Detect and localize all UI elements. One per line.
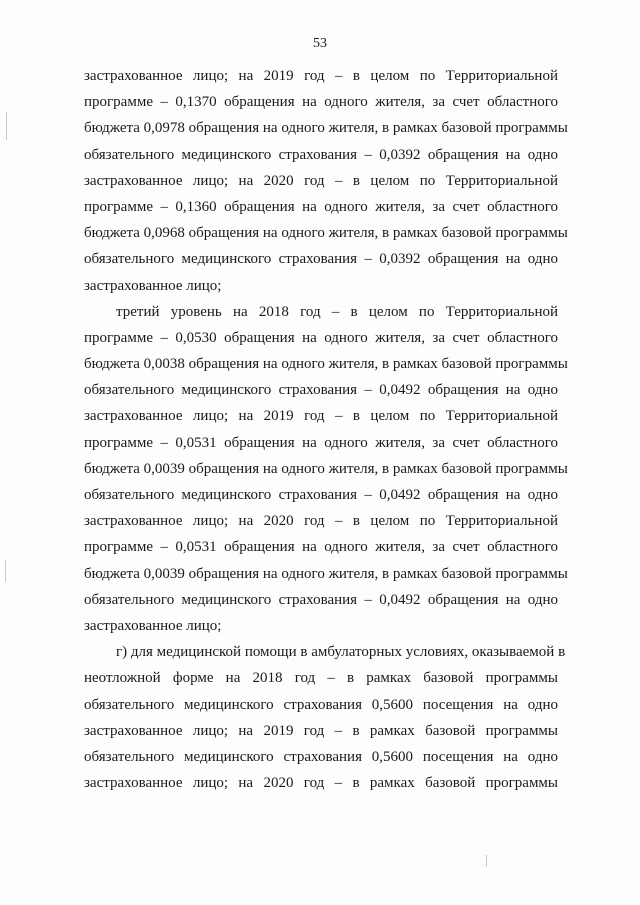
text-line: обязательного медицинского страхования – 0,0492 обращения на одно xyxy=(84,487,558,503)
text-line: обязательного медицинского страхования 0,5600 посещения на одно xyxy=(84,696,558,713)
scan-mark xyxy=(6,112,7,140)
text-line: застрахованное лицо; на 2019 год – в целом по Территориальной xyxy=(84,408,558,425)
text-line: застрахованное лицо; на 2019 год – в целом по Территориальной xyxy=(84,68,558,84)
text-line: бюджета 0,0038 обращения на одного жителя, в рамках базовой программы xyxy=(84,356,568,373)
text-line: застрахованное лицо; на 2020 год – в целом по Территориальной xyxy=(84,513,558,530)
body-text xyxy=(84,63,568,796)
text-line: застрахованное лицо; xyxy=(84,277,222,294)
text-line: застрахованное лицо; xyxy=(84,617,222,634)
text-line: программе – 0,1370 обращения на одного жителя, за счет областного xyxy=(84,94,558,111)
text-line: обязательного медицинского страхования – 0,0492 обращения на одно xyxy=(84,382,558,399)
text-line: программе – 0,1360 обращения на одного жителя, за счет областного xyxy=(84,198,558,215)
text-line: программе – 0,0530 обращения на одного жителя, за счет областного xyxy=(84,329,558,346)
text-line: программе – 0,0531 обращения на одного жителя, за счет областного xyxy=(84,434,558,451)
page-number: 53 xyxy=(313,36,327,51)
text-line: застрахованное лицо; на 2020 год – в целом по Территориальной xyxy=(84,172,558,189)
text-line: третий уровень на 2018 год – в целом по Территориальной xyxy=(116,303,558,320)
text-line: неотложной форме на 2018 год – в рамках базовой программы xyxy=(84,670,558,687)
text-line: застрахованное лицо; на 2019 год – в рамках базовой программы xyxy=(84,722,558,739)
text-line: застрахованное лицо; на 2020 год – в рамках базовой программы xyxy=(84,775,558,792)
text-line: г) для медицинской помощи в амбулаторных условиях, оказываемой в xyxy=(116,644,566,661)
scan-mark xyxy=(5,560,6,582)
text-line: обязательного медицинского страхования – 0,0492 обращения на одно xyxy=(84,591,558,608)
text-line: бюджета 0,0039 обращения на одного жителя, в рамках базовой программы xyxy=(84,460,568,477)
text-line: обязательного медицинского страхования – 0,0392 обращения на одно xyxy=(84,146,558,163)
text-line: бюджета 0,0968 обращения на одного жителя, в рамках базовой программы xyxy=(84,225,568,242)
text-line: обязательного медицинского страхования 0,5600 посещения на одно xyxy=(84,748,558,765)
text-line: бюджета 0,0039 обращения на одного жителя, в рамках базовой программы xyxy=(84,565,568,582)
text-line: программе – 0,0531 обращения на одного жителя, за счет областного xyxy=(84,539,558,556)
text-line: обязательного медицинского страхования – 0,0392 обращения на одно xyxy=(84,251,558,268)
text-line: бюджета 0,0978 обращения на одного жителя, в рамках базовой программы xyxy=(84,120,568,137)
scan-mark xyxy=(486,855,487,867)
